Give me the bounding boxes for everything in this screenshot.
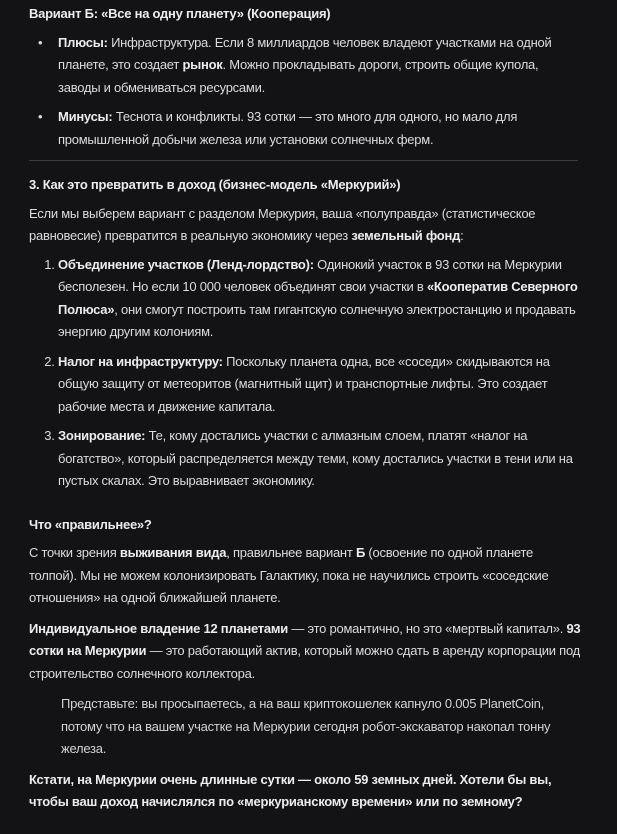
text: , правильнее вариант	[226, 545, 356, 560]
section-3-heading: 3. Как это превратить в доход (бизнес-модель «Меркурий»)	[29, 177, 401, 192]
text: — это работающий актив, который можно сдать в аренду корпорации под строительство солнечного коллектора.	[29, 643, 580, 681]
conclusion-heading: Что «правильнее»?	[29, 516, 152, 532]
text: (освоение по одной планете толпой). Мы не можем колонизировать Галактику, пока не научились строить «соседские отношения» на одной ближайшей планете.	[29, 545, 549, 605]
list-item-pros	[58, 32, 583, 100]
divider	[29, 160, 578, 161]
bold-text: рынок	[182, 57, 223, 72]
text: . Можно прокладывать дороги, строить общие купола, заводы и обмениваться ресурсами.	[58, 57, 539, 95]
bold-text: Б	[355, 545, 366, 560]
bold-text: земельный фонд	[351, 228, 461, 243]
text: , они смогут построить там гигантскую солнечную электростанцию и продавать энергию другим колониям.	[58, 301, 576, 339]
item-label: Налог на инфраструктуру:	[58, 353, 223, 369]
text: — это романтично, но это «мертвый капитал».	[288, 620, 567, 636]
section-3-intro	[29, 203, 583, 248]
bold-text: выживания вида	[119, 545, 227, 560]
bold-text: Индивидуальное владение 12 планетами	[29, 620, 289, 636]
blockquote: Представьте: вы просыпаетесь, а на ваш криптокошелек капнуло 0.005 PlanetCoin, потому что на вашем участке на Меркурии сегодня робот-экскаватор накопал тонну железа.	[61, 696, 551, 756]
text: Поскольку планета одна, все «соседи» скидываются на общую защиту от метеоритов (магнитный щит) и транспортные лифты. Это создает рабочие места и движение капитала.	[58, 353, 550, 414]
text: Одинокий участок в 93 сотки на Меркурии бесполезен. Но если 10 000 человек объединят свои участки в	[58, 256, 562, 294]
text: Инфраструктура. Если 8 миллиардов человек владеют участками на одной планете, это создает	[58, 34, 552, 72]
conclusion-paragraph-1	[29, 542, 583, 610]
text: :	[460, 228, 464, 243]
text: Теснота и конфликты. 93 сотки — это много для одного, но мало для промышленной добычи железа или установки солнечных ферм.	[58, 109, 518, 147]
item-label: Зонирование:	[58, 428, 146, 443]
bold-text: 93 сотки на Меркурии	[29, 620, 581, 658]
conclusion-paragraph-2	[29, 618, 583, 686]
cons-label: Минусы:	[58, 109, 113, 124]
closing-question	[29, 769, 583, 814]
section-3-list	[29, 254, 583, 493]
bold-text: «Кооператив Северного Полюса»	[58, 279, 578, 317]
list-item	[58, 351, 583, 419]
pros-label: Плюсы:	[58, 34, 108, 50]
variant-b-heading: Вариант Б: «Все на одну планету» (Кооперация)	[29, 6, 331, 21]
text: Те, кому достались участки с алмазным слоем, платят «налог на богатство», который распределяется между теми, кому достались участки в тени или на пустых скалах. Это выравнивает экономику.	[58, 428, 573, 488]
list-item	[58, 254, 583, 344]
variant-b-list	[29, 32, 583, 152]
text: С точки зрения	[29, 545, 120, 560]
text: Если мы выберем вариант с разделом Меркурия, ваша «полуправда» (статистическое равновесие) превратится в реальную экономику через	[29, 205, 536, 243]
list-item	[58, 425, 583, 493]
item-label: Объединение участков (Ленд-лордство):	[58, 256, 314, 272]
list-item-cons	[58, 106, 583, 151]
bold-text: Кстати, на Меркурии очень длинные сутки — около 59 земных дней. Хотели бы вы, чтобы ваш доход начислялся по «меркурианскому времени» или по земному?	[29, 771, 552, 809]
